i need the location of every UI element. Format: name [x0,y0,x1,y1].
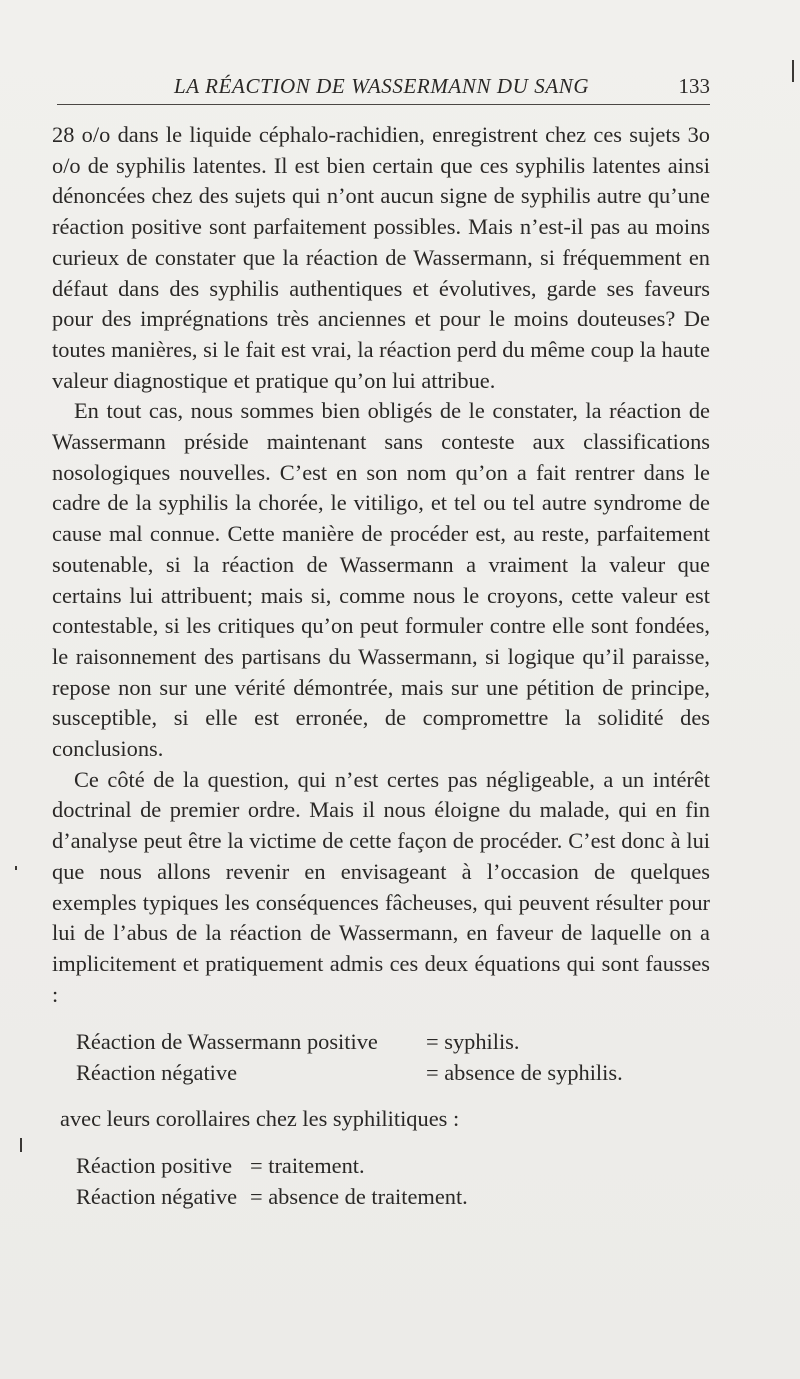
equation-right: = traitement. [250,1153,365,1178]
equation-left: Réaction négative [76,1060,238,1085]
equation-left: Réaction négative [76,1184,238,1209]
corollaries-block [76,1150,716,1212]
equation-row [76,1181,716,1212]
body-text [52,120,710,1010]
equation-row [76,1150,716,1181]
header-rule [57,104,710,105]
equation-left: Réaction de Wassermann positive [76,1029,378,1054]
equation-row [76,1026,716,1057]
paragraph-3: Ce côté de la question, qui n’est certes pas négligeable, a un intérêt doctrinal de premier ordre. Mais il nous éloigne du malade, qui en fin d’analyse peut être la victime de cette façon de procéder. C’est donc à lui que nous allons revenir en envisageant à l’occasion de quelques exemples typiques les conséquences fâcheuses, qui peuvent résulter pour lui de l’abus de la réaction de Wassermann, en faveur de laquelle on a implicitement et pratiquement admis ces deux équations qui sont fausses : [52,766,710,1007]
equation-right: = syphilis. [426,1029,520,1054]
paragraph-1: 28 o/o dans le liquide céphalo-rachidien, enregistrent chez ces sujets 3o o/o de syphilis latentes. Il est bien certain que ces syphilis latentes ainsi dénoncées chez des sujets qui n’ont aucun signe de syphilis autre qu’une réaction positive sont parfaitement possibles. Mais n’est-il pas au moins curieux de constater que la réaction de Wassermann, si fréquemment en défaut dans des syphilis authentiques et évolutives, garde ses faveurs pour des imprégnations très anciennes et pour le moins douteuses? De toutes manières, si le fait est vrai, la réaction perd du même coup la haute valeur diagnostique et pratique qu’on lui attribue. [52,122,710,393]
transition-line: avec leurs corollaires chez les syphilitiques : [60,1106,460,1131]
page-header [52,74,710,104]
equation-left: Réaction positive [76,1153,233,1178]
equations-block [76,1026,716,1088]
margin-mark [15,866,17,870]
equation-row [76,1057,716,1088]
equation-right: = absence de traitement. [250,1184,468,1209]
page-number: 133 [678,74,710,98]
equation-right: = absence de syphilis. [426,1060,623,1085]
margin-mark [20,1138,22,1152]
paragraph-2: En tout cas, nous sommes bien obligés de le constater, la réaction de Wassermann préside maintenant sans conteste aux classifications nosologiques nouvelles. C’est en son nom qu’on a fait rentrer dans le cadre de la syphilis la chorée, le vitiligo, et tel ou tel autre syndrome de cause mal connue. Cette manière de procéder est, au reste, parfaitement soutenable, si la réaction de Wassermann a vraiment la valeur que certains lui attribuent; mais si, comme nous le croyons, cette valeur est contestable, si les critiques qu’on peut formuler contre elle sont fondées, le raisonnement des partisans du Wassermann, si logique qu’il paraisse, repose non sur une vérité démontrée, mais sur une pétition de principe, susceptible, si elle est erronée, de compromettre la solidité des conclusions. [52,398,710,762]
margin-mark [792,60,794,82]
running-title: LA RÉACTION DE WASSERMANN DU SANG [174,74,590,98]
